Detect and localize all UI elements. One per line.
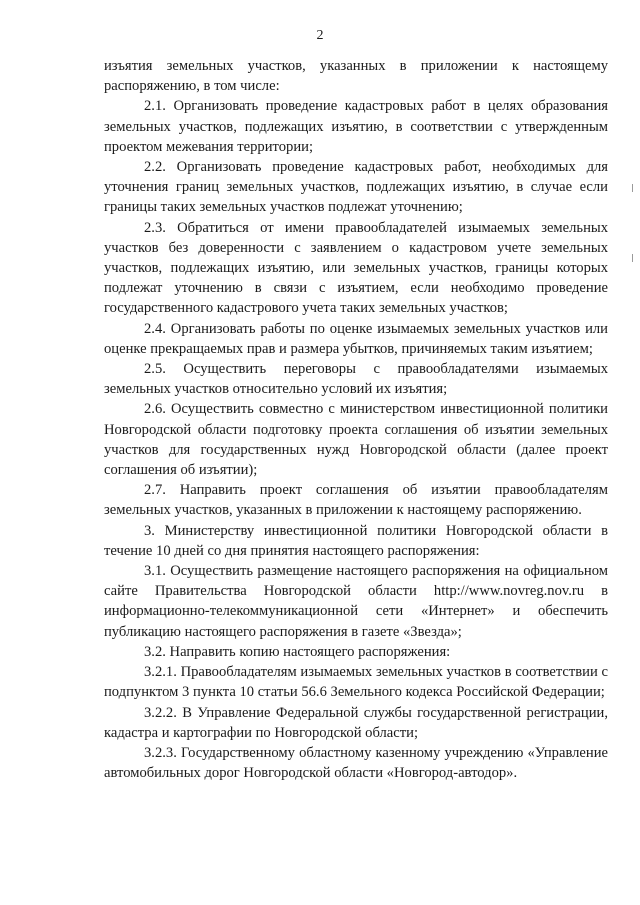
page-number: 2 — [316, 28, 324, 43]
paragraph-2-3: 2.3. Обратиться от имени правообладателей изымаемых земельных участков без доверенности с заявлением о кадастровом учете земельных участков, подлежащих изъятию, или земельных участков, границы которых подлежат уточнению в связи с изъятием, если необходимо проведение государственного кадастрового учета таких земельных участков; — [104, 219, 608, 317]
document-body — [104, 56, 608, 783]
paragraph-3-2-2: 3.2.2. В Управление Федеральной службы государственной регистрации, кадастра и картографии по Новгородской области; — [104, 704, 608, 741]
scan-margin-mark — [632, 254, 633, 262]
paragraph-3-2-3: 3.2.3. Государственному областному казенному учреждению «Управление автомобильных дорог Новгородской области «Новгород-автодор». — [104, 744, 608, 782]
paragraph-2-1: 2.1. Организовать проведение кадастровых работ в целях образования земельных участков, подлежащих изъятию, в соответствии с утвержденным проектом межевания территории; — [104, 98, 608, 155]
paragraph-2-2: 2.2. Организовать проведение кадастровых работ, необходимых для уточнения границ земельных участков, подлежащих изъятию, в случае если границы таких земельных участков подлежат уточнению; — [104, 159, 608, 216]
paragraph-2-7: 2.7. Направить проект соглашения об изъятии правообладателям земельных участков, указанных в приложении к настоящему распоряжению. — [104, 482, 608, 519]
paragraph-2-4: 2.4. Организовать работы по оценке изымаемых земельных участков или оценке прекращаемых прав и размера убытков, причиняемых таким изъятием; — [104, 320, 608, 357]
paragraph-3-1: 3.1. Осуществить размещение настоящего распоряжения на официальном сайте Правительства Новгородской области http://www.novreg.nov.ru в информационно-телекоммуникационной сети «Интернет» и обеспечить публикацию настоящего распоряжения в газете «Звезда»; — [104, 563, 608, 640]
paragraph-3: 3. Министерству инвестиционной политики Новгородской области в течение 10 дней со дня принятия настоящего распоряжения: — [104, 522, 608, 559]
paragraph-continuation: изъятия земельных участков, указанных в приложении к настоящему распоряжению, в том числе: — [104, 58, 608, 95]
paragraph-3-2: 3.2. Направить копию настоящего распоряжения: — [144, 643, 451, 660]
scan-margin-mark — [632, 184, 633, 192]
paragraph-2-6: 2.6. Осуществить совместно с министерством инвестиционной политики Новгородской области подготовку проекта соглашения об изъятии земельных участков для государственных нужд Новгородской области (далее проект соглашения об изъятии); — [104, 401, 608, 479]
paragraph-3-2-1: 3.2.1. Правообладателям изымаемых земельных участков в соответствии с подпунктом 3 пункта 10 статьи 56.6 Земельного кодекса Российской Федерации; — [104, 664, 608, 701]
paragraph-2-5: 2.5. Осуществить переговоры с правообладателями изымаемых земельных участков относительно условий их изъятия; — [104, 361, 608, 398]
